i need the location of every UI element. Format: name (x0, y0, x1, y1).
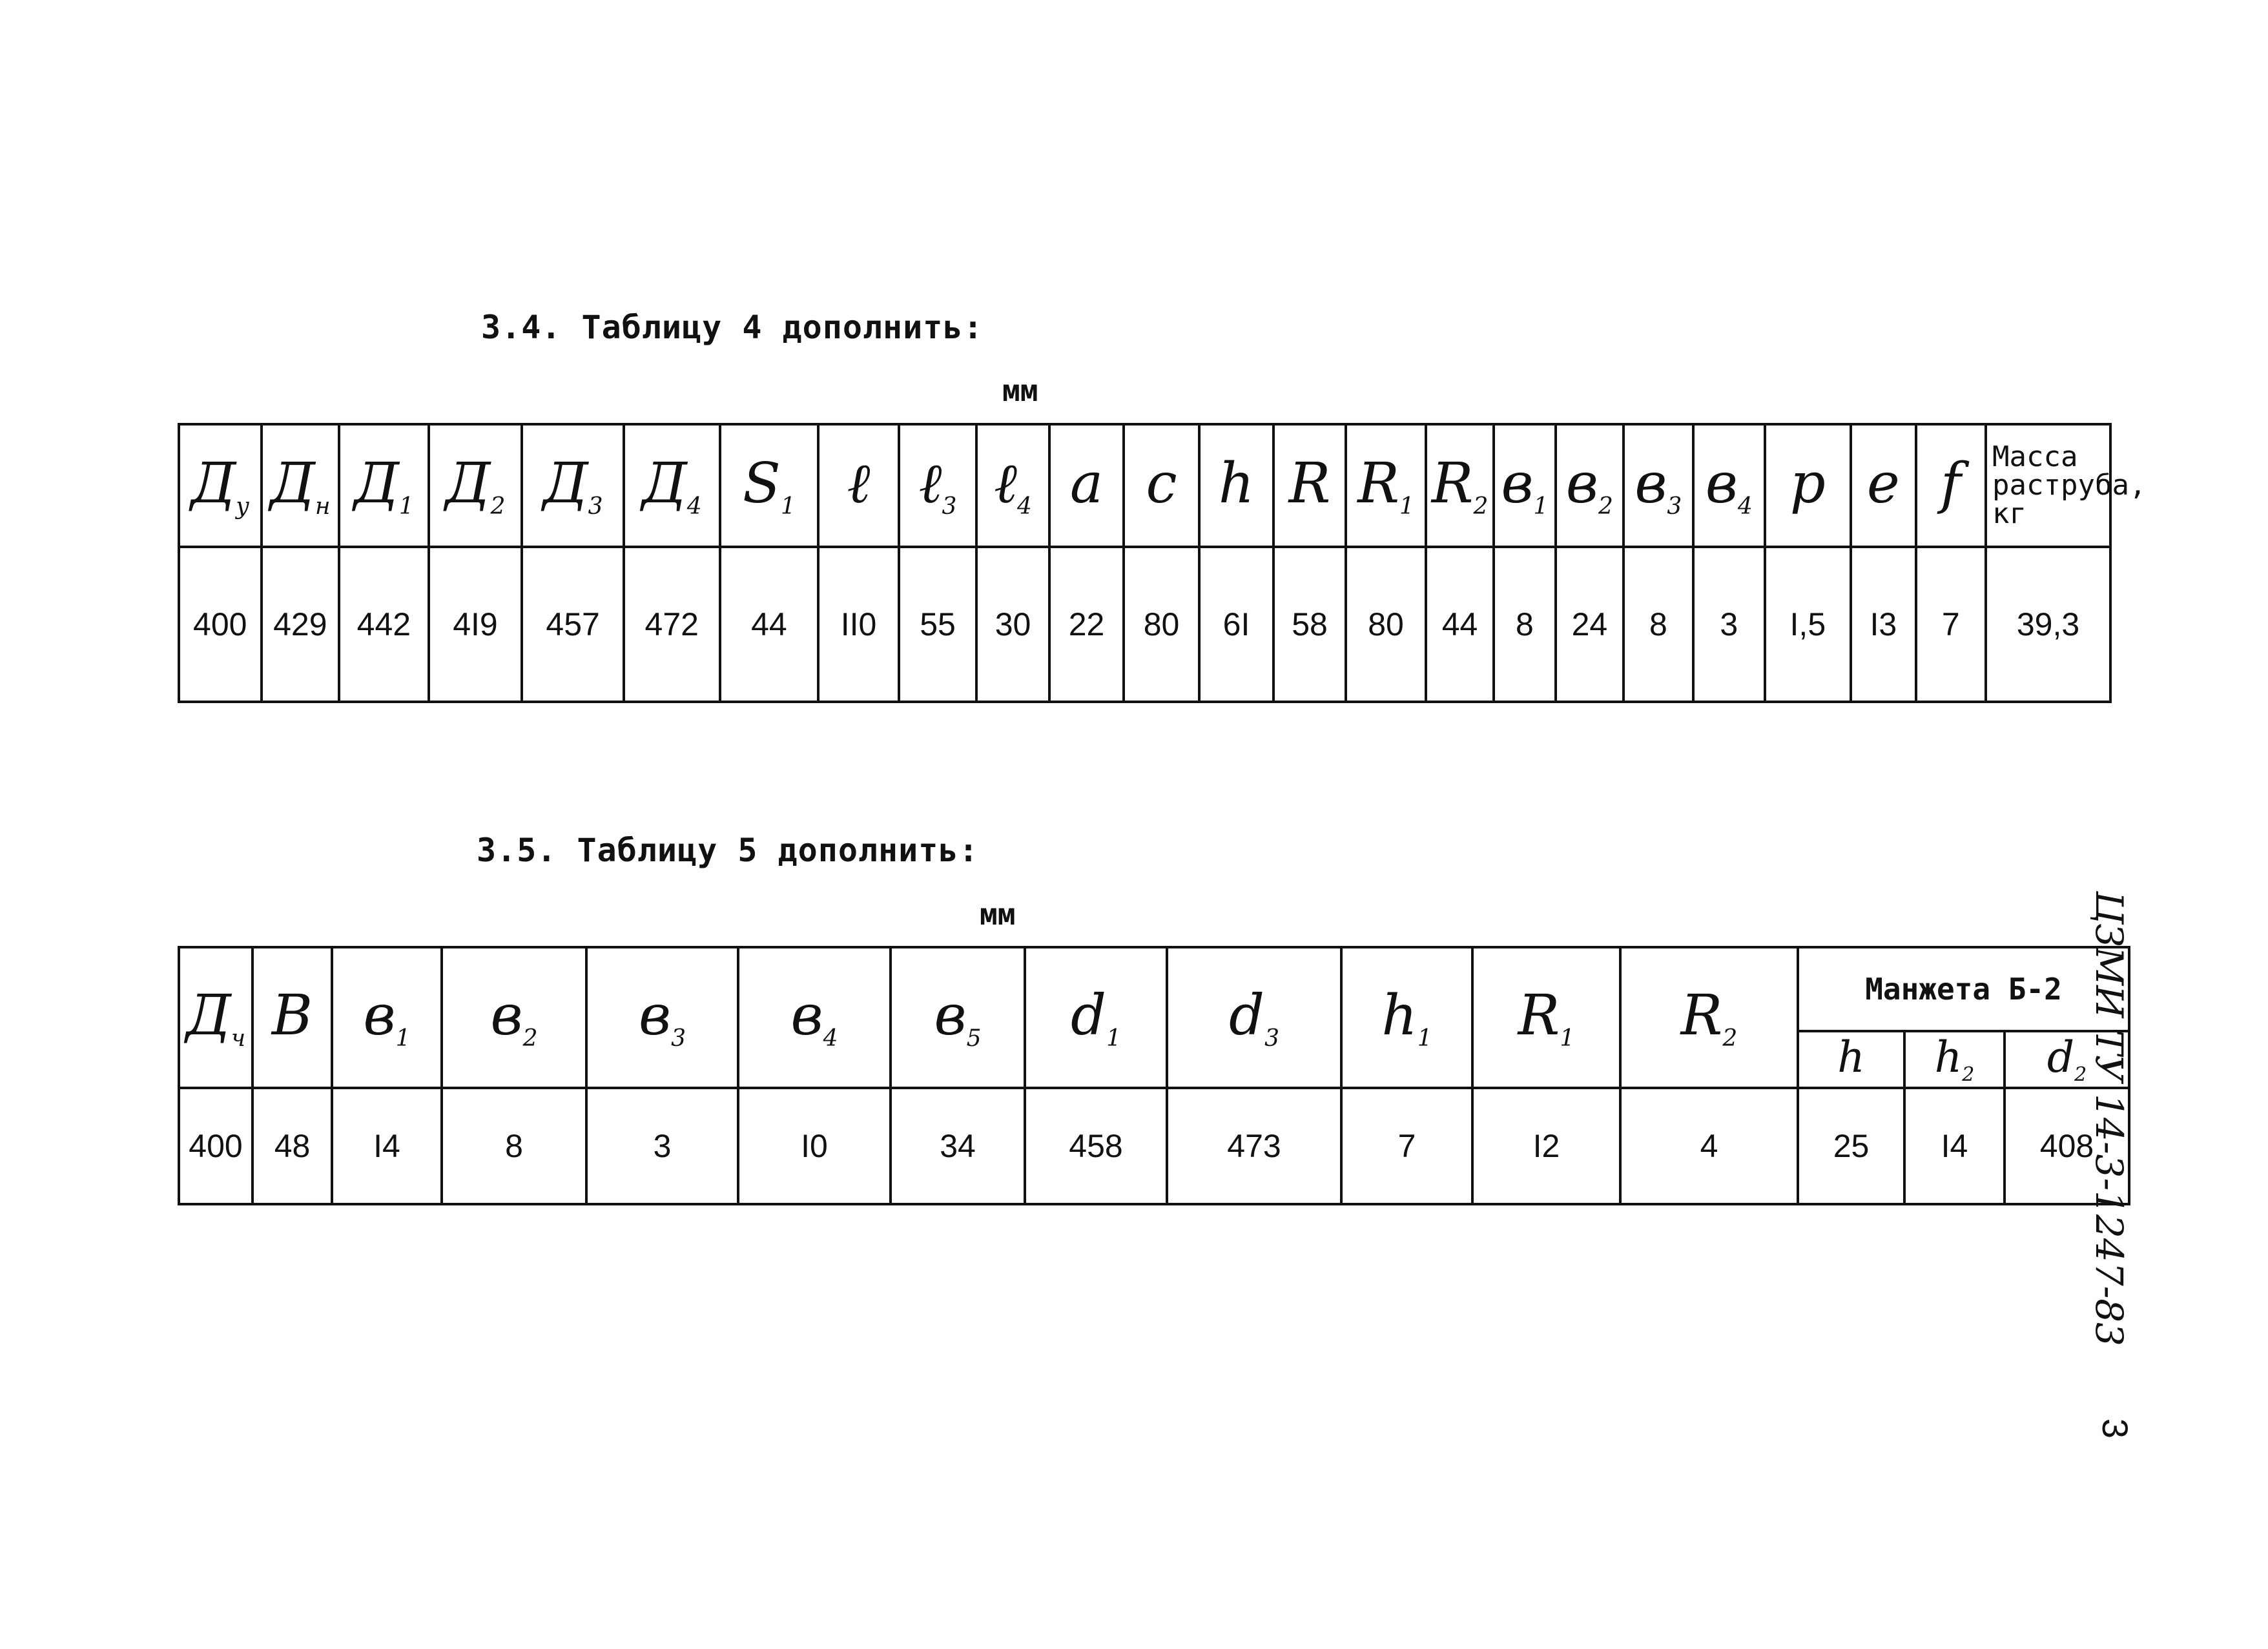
table-cell: 22 (1049, 547, 1124, 702)
table-cell: I4 (332, 1088, 442, 1204)
table-cell: 30 (976, 547, 1049, 702)
col-header-e: e (1851, 424, 1915, 547)
table-cell: I4 (1904, 1088, 2005, 1204)
col-header-R2: $R_2$ (1426, 424, 1493, 547)
col-header-R1: $R_1$ (1472, 947, 1620, 1088)
group-header-cuff-b2: Манжета Б-2 (1798, 947, 2129, 1031)
table-cell: 400 (179, 1088, 253, 1204)
table-cell: 400 (179, 547, 262, 702)
table-cell: 25 (1798, 1088, 1904, 1204)
table-4-unit: мм (1002, 373, 1038, 408)
col-header-f: f (1916, 424, 1986, 547)
col-header-Dch: $Д_ч$ (179, 947, 253, 1088)
col-header-d2: $d_2$ (2005, 1031, 2129, 1088)
table-4-supplement (178, 423, 2147, 703)
col-header-l: ℓ (818, 424, 899, 547)
table-cell: 34 (891, 1088, 1025, 1204)
col-header-l4: ℓ$_4$ (976, 424, 1049, 547)
table-5-data-row (179, 1088, 2129, 1204)
table-cell: 55 (899, 547, 977, 702)
col-header-a: a (1049, 424, 1124, 547)
table-cell: 58 (1273, 547, 1345, 702)
table-cell: 442 (339, 547, 429, 702)
col-header-l3: ℓ$_3$ (899, 424, 977, 547)
col-header-b4: $в_4$ (738, 947, 891, 1088)
col-header-b5: $в_5$ (891, 947, 1025, 1088)
table-cell: 6I (1199, 547, 1274, 702)
table-4-data-row (179, 547, 2110, 702)
col-header-d1: $d_1$ (1025, 947, 1167, 1088)
section-3-5-heading: 3.5. Таблицу 5 дополнить: (477, 832, 979, 869)
table-cell: 4I9 (429, 547, 522, 702)
col-header-B: B (253, 947, 332, 1088)
col-header-p: p (1765, 424, 1851, 547)
table-cell: 457 (522, 547, 624, 702)
col-header-d3: $d_3$ (1167, 947, 1341, 1088)
table-cell: 44 (1426, 547, 1493, 702)
col-header-b4: $в_4$ (1693, 424, 1764, 547)
table-cell: 48 (253, 1088, 332, 1204)
col-header-b1: $в_1$ (1494, 424, 1556, 547)
table-cell: 8 (1624, 547, 1693, 702)
col-header-Dy: $Д_у$ (179, 424, 262, 547)
table-cell: 80 (1346, 547, 1427, 702)
table-cell: 7 (1916, 547, 1986, 702)
col-header-D1: $Д_1$ (339, 424, 429, 547)
table-cell: 3 (586, 1088, 738, 1204)
document-code-margin: ЦЗМИ ТУ 14-3-1247-83 (2087, 891, 2131, 1347)
col-header-c: c (1124, 424, 1199, 547)
page-number: 3 (2095, 1418, 2136, 1439)
table-5-header-row-1 (179, 947, 2129, 1031)
col-header-b3: $в_3$ (1624, 424, 1693, 547)
col-header-b1: $в_1$ (332, 947, 442, 1088)
col-header-h1: $h_1$ (1341, 947, 1472, 1088)
col-header-h2: $h_2$ (1904, 1031, 2005, 1088)
table-cell: I3 (1851, 547, 1915, 702)
table-cell: 408 (2005, 1088, 2129, 1204)
col-header-Dn: $Д_н$ (262, 424, 340, 547)
table-cell: 44 (720, 547, 819, 702)
col-header-D3: $Д_3$ (522, 424, 624, 547)
col-header-b3: $в_3$ (586, 947, 738, 1088)
table-5-unit: мм (980, 897, 1016, 932)
col-header-h: h (1798, 1031, 1904, 1088)
table-5-supplement (178, 946, 2130, 1205)
table-cell: I,5 (1765, 547, 1851, 702)
col-header-h: h (1199, 424, 1274, 547)
col-header-S1: $S_1$ (720, 424, 819, 547)
table-cell: 472 (624, 547, 720, 702)
table-cell: I2 (1472, 1088, 1620, 1204)
col-header-b2: $в_2$ (1556, 424, 1623, 547)
col-header-b2: $в_2$ (442, 947, 586, 1088)
table-cell: 473 (1167, 1088, 1341, 1204)
col-header-D4: $Д_4$ (624, 424, 720, 547)
table-cell: 3 (1693, 547, 1764, 702)
table-4-header-row (179, 424, 2110, 547)
table-cell: 429 (262, 547, 340, 702)
section-3-4-heading: 3.4. Таблицу 4 дополнить: (481, 309, 984, 346)
col-header-R1: $R_1$ (1346, 424, 1427, 547)
table-cell: 39,3 (1986, 547, 2110, 702)
table-cell: 7 (1341, 1088, 1472, 1204)
table-cell: II0 (818, 547, 899, 702)
col-header-mass: Масса раструба, кг (1986, 424, 2110, 547)
col-header-R: R (1273, 424, 1345, 547)
table-cell: 4 (1620, 1088, 1798, 1204)
table-cell: I0 (738, 1088, 891, 1204)
table-cell: 8 (1494, 547, 1556, 702)
table-cell: 8 (442, 1088, 586, 1204)
col-header-R2: $R_2$ (1620, 947, 1798, 1088)
table-cell: 24 (1556, 547, 1623, 702)
table-cell: 458 (1025, 1088, 1167, 1204)
col-header-D2: $Д_2$ (429, 424, 522, 547)
table-cell: 80 (1124, 547, 1199, 702)
